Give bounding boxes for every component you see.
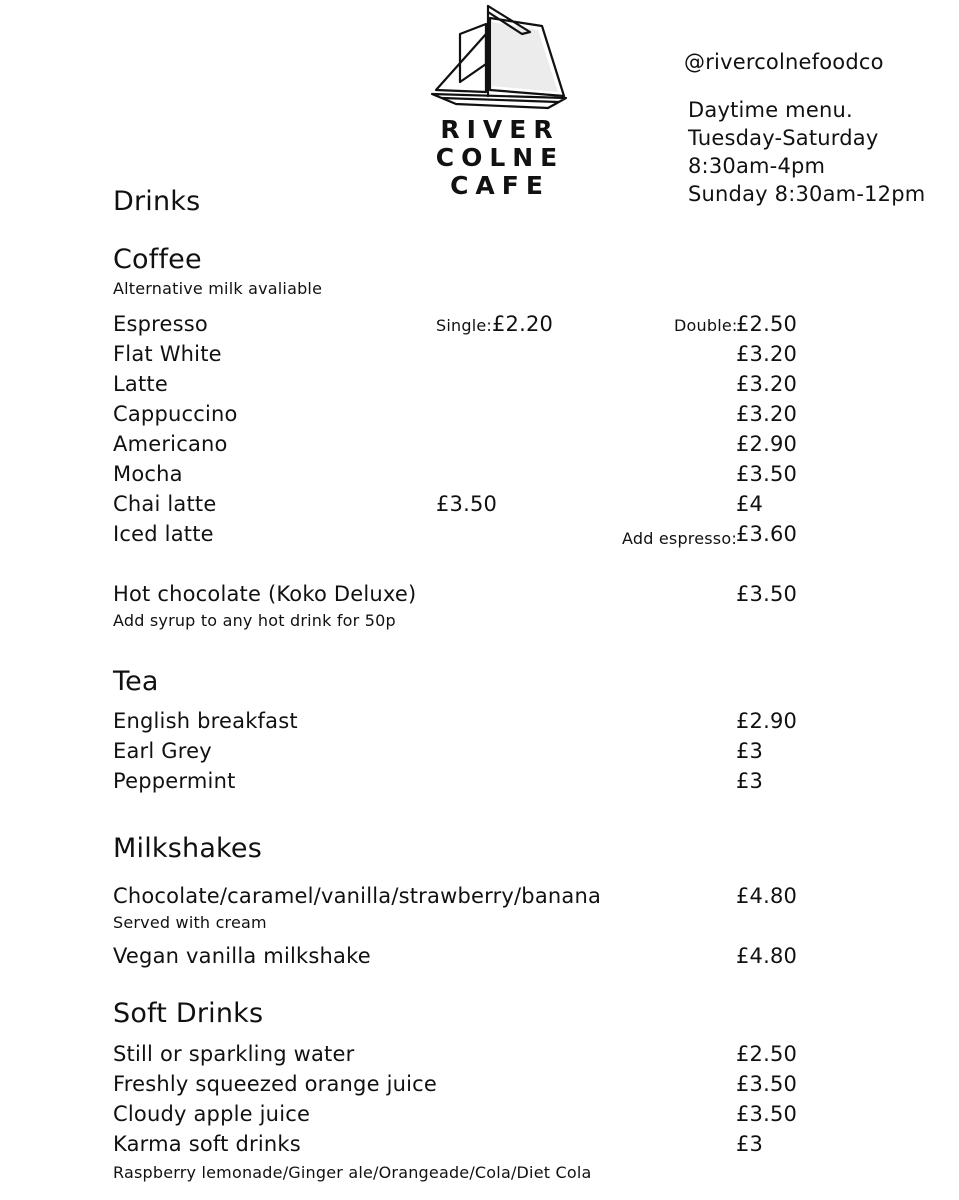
price-water: £2.50 [736, 1042, 798, 1066]
item-flat-white: Flat White [113, 342, 222, 366]
price-mocha: £3.50 [736, 462, 798, 486]
item-english-breakfast: English breakfast [113, 709, 298, 733]
item-iced-latte: Iced latte [113, 522, 214, 546]
section-title-tea: Tea [113, 666, 159, 697]
item-vegan-milkshake: Vegan vanilla milkshake [113, 944, 371, 968]
price-flat-white: £3.20 [736, 342, 798, 366]
price-orange-juice: £3.50 [736, 1072, 798, 1096]
section-title-milkshakes: Milkshakes [113, 833, 263, 864]
double-label: Double: [674, 316, 738, 335]
price-cappuccino: £3.20 [736, 402, 798, 426]
section-title-soft-drinks: Soft Drinks [113, 998, 264, 1029]
item-espresso: Espresso [113, 312, 208, 336]
item-chai-latte: Chai latte [113, 492, 217, 516]
espresso-single [436, 312, 553, 336]
double-price: £2.50 [736, 312, 798, 336]
price-chai-small: £3.50 [436, 492, 498, 516]
price-add-espresso: £3.60 [736, 522, 798, 546]
price-peppermint: £3 [736, 769, 764, 793]
item-mocha: Mocha [113, 462, 183, 486]
milkshake-note: Served with cream [113, 913, 267, 932]
price-apple-juice: £3.50 [736, 1102, 798, 1126]
item-milkshake-flavours: Chocolate/caramel/vanilla/strawberry/banana [113, 884, 602, 908]
price-english-breakfast: £2.90 [736, 709, 798, 733]
price-karma-soft-drinks: £3 [736, 1132, 764, 1156]
add-espresso-label: Add espresso: [622, 529, 737, 548]
item-orange-juice: Freshly squeezed orange juice [113, 1072, 438, 1096]
price-earl-grey: £3 [736, 739, 764, 763]
logo-line-cafe: CAFE [450, 171, 550, 200]
price-milkshake: £4.80 [736, 884, 798, 908]
item-apple-juice: Cloudy apple juice [113, 1102, 311, 1126]
item-latte: Latte [113, 372, 168, 396]
price-americano: £2.90 [736, 432, 798, 456]
sailboat-icon [430, 4, 570, 114]
logo-line-colne: COLNE [435, 143, 565, 172]
hours-weekday-time: 8:30am-4pm [688, 154, 826, 178]
logo-line-river: RIVER [440, 115, 560, 144]
item-karma-soft-drinks: Karma soft drinks [113, 1132, 301, 1156]
price-chai-large: £4 [736, 492, 764, 516]
section-title-coffee: Coffee [113, 244, 202, 275]
menu-title: Drinks [113, 186, 201, 217]
hours-sunday: Sunday 8:30am-12pm [688, 182, 926, 206]
hours-title: Daytime menu. [688, 98, 853, 122]
price-latte: £3.20 [736, 372, 798, 396]
price-hot-chocolate: £3.50 [736, 582, 798, 606]
syrup-note: Add syrup to any hot drink for 50p [113, 611, 396, 630]
price-vegan-milkshake: £4.80 [736, 944, 798, 968]
single-price: £2.20 [491, 312, 554, 336]
hours-days: Tuesday-Saturday [688, 126, 879, 150]
social-handle: @rivercolnefoodco [684, 50, 884, 74]
coffee-note: Alternative milk avaliable [113, 279, 323, 298]
karma-flavours-note: Raspberry lemonade/Ginger ale/Orangeade/Cola/Diet Cola [113, 1163, 592, 1182]
item-water: Still or sparkling water [113, 1042, 355, 1066]
item-peppermint: Peppermint [113, 769, 236, 793]
item-americano: Americano [113, 432, 228, 456]
item-earl-grey: Earl Grey [113, 739, 212, 763]
item-cappuccino: Cappuccino [113, 402, 238, 426]
item-hot-chocolate: Hot chocolate (Koko Deluxe) [113, 582, 417, 606]
single-label: Single: [436, 316, 492, 335]
